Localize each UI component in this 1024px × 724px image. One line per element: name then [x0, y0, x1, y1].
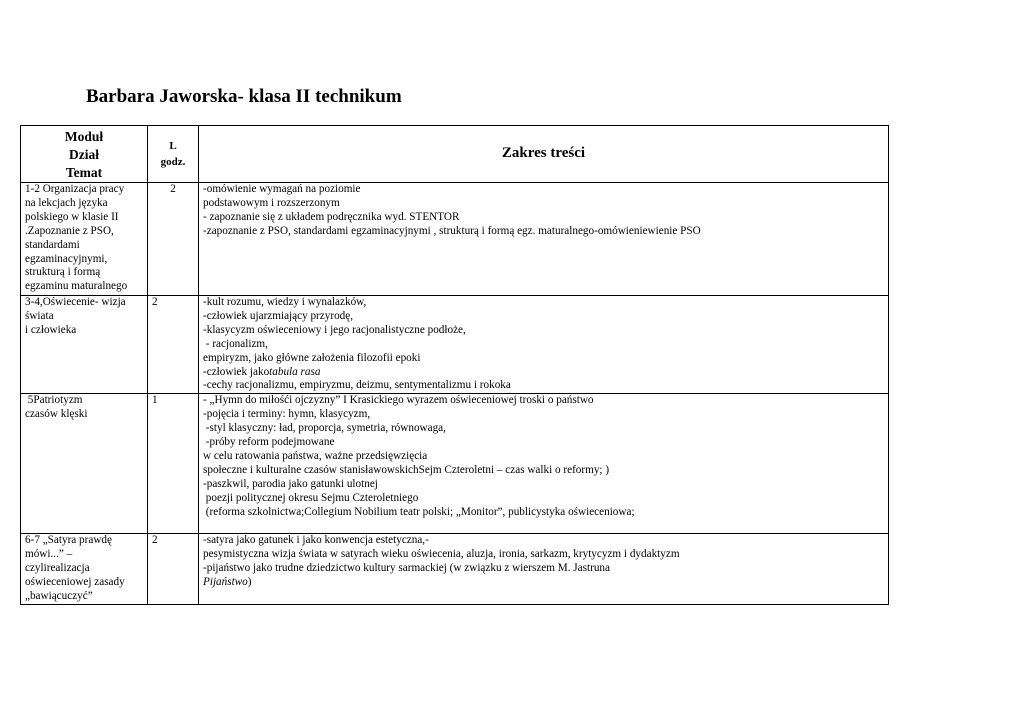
topic-line: 5Patriotyzm — [25, 394, 83, 407]
content-line: społeczne i kulturalne czasów stanisławowskichSejm Czteroletni – czas walki o reformy; ) — [203, 463, 610, 476]
topic-line: czasów klęski — [25, 408, 88, 421]
table-row — [21, 534, 889, 605]
topic-line: 6-7 „Satyra prawdę — [25, 534, 112, 547]
topic-line: na lekcjach języka — [25, 196, 108, 209]
table-row — [21, 296, 889, 394]
header-zakres: Zakres treści — [199, 126, 889, 183]
content-cell — [199, 534, 889, 605]
topic-line: egzaminu maturalnego — [25, 280, 128, 293]
content-line: -kult rozumu, wiedzy i wynalazków, — [203, 296, 367, 308]
content-text: ) — [247, 576, 252, 589]
topic-line: oświeceniowej zasady — [25, 576, 125, 589]
content-text: -człowiek jako — [203, 365, 270, 378]
content-line: -cechy racjonalizmu, empiryzmu, deizmu, sentymentalizmu i rokoka — [203, 379, 511, 392]
topic-cell — [21, 394, 148, 534]
topic-line: 3-4,Oświecenie- wizja — [25, 296, 126, 308]
topic-line: 1-2 Organizacja pracy — [25, 183, 125, 195]
content-line: -omówienie wymagań na poziomie — [203, 183, 361, 195]
topic-line: mówi...” – — [25, 548, 73, 561]
topic-line: polskiego w klasie II — [25, 210, 119, 223]
content-italic-term: tabula rasa — [269, 365, 321, 378]
content-line: -klasycyzm oświeceniowy i jego racjonalistyczne podłoże, — [203, 323, 466, 336]
table-row — [21, 183, 889, 296]
content-line: -paszkwil, parodia jako gatunki ulotnej — [203, 477, 378, 490]
topic-cell — [21, 296, 148, 394]
topic-line: standardami — [25, 238, 80, 251]
content-line: empiryzm, jako główne założenia filozofii epoki — [203, 351, 421, 364]
header-modul-line: Temat — [65, 165, 103, 180]
content-line: pesymistyczna wizja świata w satyrach wieku oświecenia, aluzja, ironia, sarkazm, krytycyzm i dydaktyzm — [203, 548, 680, 561]
topic-line: strukturą i formą — [25, 266, 101, 279]
content-italic-term: Pijaństwo — [203, 576, 248, 589]
header-hours — [148, 126, 199, 183]
content-line: - zapoznanie się z układem podręcznika wyd. STENTOR — [203, 210, 460, 223]
document-title: Barbara Jaworska- klasa II technikum — [86, 86, 402, 107]
content-line: - „Hymn do miłośći ojczyzny” I Krasickiego wyrazem oświeceniowej troski o państwo — [203, 394, 594, 407]
content-line: - racjonalizm, — [203, 337, 268, 350]
content-line — [203, 366, 884, 380]
header-modul-line: Moduł — [64, 129, 104, 144]
content-line: w celu ratowania państwa, ważne przedsięwzięcia — [203, 449, 428, 462]
content-line: -pijaństwo jako trudne dziedzictwo kultury sarmackiej (w związku z wierszem M. Jastruna — [203, 562, 610, 575]
content-line: -pojęcia i terminy: hymn, klasycyzm, — [203, 408, 371, 421]
header-modul-line: Dział — [69, 147, 99, 162]
content-cell — [199, 183, 889, 296]
content-cell — [199, 394, 889, 534]
topic-cell — [21, 183, 148, 296]
topic-cell — [21, 534, 148, 605]
content-line: -próby reform podejmowane — [203, 436, 335, 449]
hours-cell: 1 — [148, 394, 199, 534]
topic-line: „bawiącuczyć” — [25, 589, 93, 602]
topic-line: egzaminacyjnymi, — [25, 252, 108, 265]
topic-line: i człowieka — [25, 323, 77, 336]
content-line: podstawowym i rozszerzonym — [203, 196, 340, 209]
content-line: -człowiek ujarzmiający przyrodę, — [203, 309, 354, 322]
hours-cell: 2 — [148, 296, 199, 394]
hours-cell: 2 — [148, 534, 199, 605]
header-modul — [21, 126, 148, 183]
table-row — [21, 394, 889, 534]
hours-cell: 2 — [148, 183, 199, 296]
content-line: -satyra jako gatunek i jako konwencja estetyczna,- — [203, 534, 429, 547]
content-line: poezji politycznej okresu Sejmu Czteroletniego — [203, 491, 419, 504]
content-line: (reforma szkolnictwa;Collegium Nobilium teatr polski; „Monitor”, publicystyka oświeceniowa; — [203, 505, 635, 518]
header-hours-line: L — [169, 140, 177, 152]
content-line: -zapoznanie z PSO, standardami egzaminacyjnymi , strukturą i formą egz. maturalnego-omówieniewienie PSO — [203, 224, 701, 237]
topic-line: czylirealizacja — [25, 562, 90, 575]
table-header-row — [21, 126, 889, 183]
content-line — [203, 576, 884, 590]
topic-line: świata — [25, 309, 54, 322]
content-line: -styl klasyczny: ład, proporcja, symetria, równowaga, — [203, 422, 446, 435]
content-cell — [199, 296, 889, 394]
topic-line: .Zapoznanie z PSO, — [25, 224, 114, 237]
lesson-plan-table — [20, 125, 889, 605]
header-hours-line: godz. — [160, 156, 186, 168]
